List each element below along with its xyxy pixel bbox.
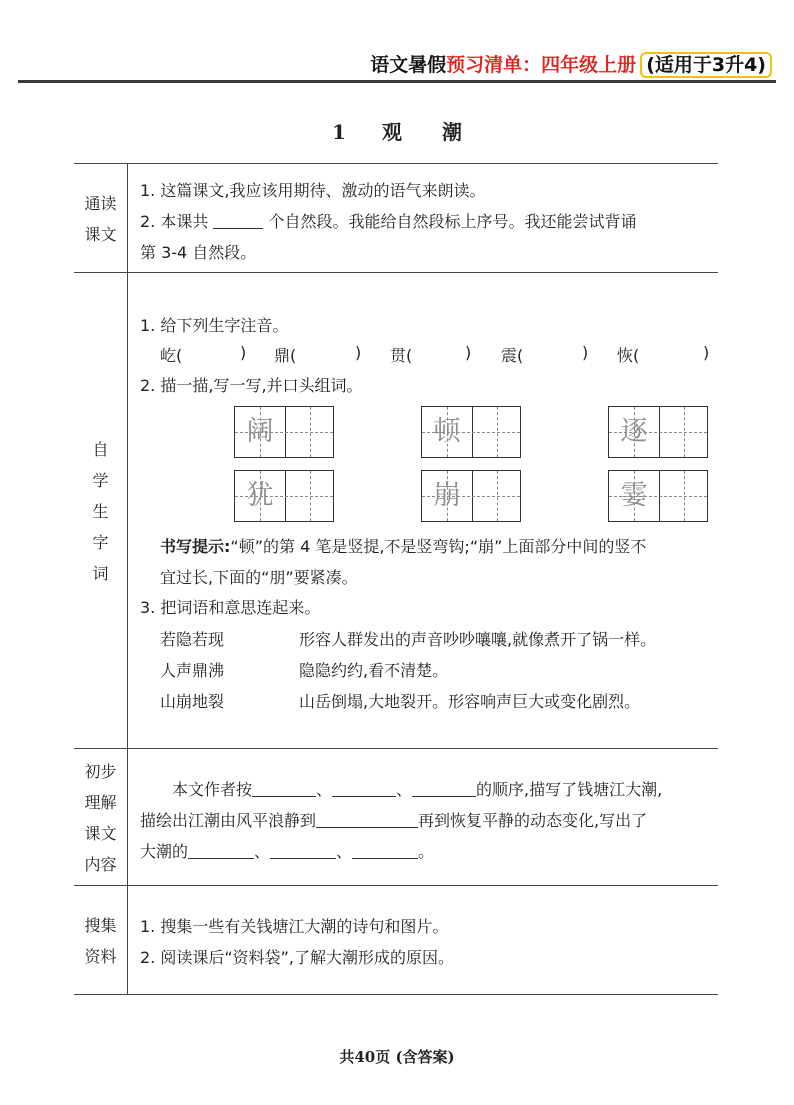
section-label: 搜集 资料 xyxy=(74,886,128,995)
header-rule xyxy=(18,80,776,83)
change-blank[interactable] xyxy=(316,811,418,828)
section-label: 自 学 生 字 词 xyxy=(74,273,128,749)
match-word[interactable]: 山崩地裂 xyxy=(160,692,225,711)
match-word[interactable]: 人声鼎沸 xyxy=(160,661,225,680)
read-item-2: 2. 本课共 个自然段。我能给自然段标上序号。我还能尝试背诵 xyxy=(140,212,637,231)
writing-tip: 书写提示:“顿”的第 4 笔是竖提,不是竖弯钩;“崩”上面部分中间的竖不 xyxy=(160,537,647,556)
match-meaning[interactable]: 隐隐约约,看不清楚。 xyxy=(299,661,449,680)
table-bottom-rule xyxy=(74,994,718,995)
section-self-study xyxy=(74,272,718,749)
page-header xyxy=(370,50,772,77)
trace-char: 霎 xyxy=(620,480,648,511)
header-part1: 语文暑假 xyxy=(370,54,447,76)
match-meaning[interactable]: 山岳倒塌,大地裂开。形容响声巨大或变化剧烈。 xyxy=(299,692,641,711)
title-char1: 观 xyxy=(381,120,402,144)
char-grid[interactable] xyxy=(608,406,708,458)
section-label: 通读 课文 xyxy=(74,164,128,273)
title-char2: 潮 xyxy=(441,120,462,144)
char-grid[interactable] xyxy=(608,470,708,522)
section-collect-info xyxy=(74,885,718,995)
collect-item-1: 1. 搜集一些有关钱塘江大潮的诗句和图片。 xyxy=(140,917,449,936)
trace-char: 阔 xyxy=(246,416,274,447)
char-grid[interactable] xyxy=(421,406,521,458)
char-grid[interactable] xyxy=(421,470,521,522)
lesson-title xyxy=(0,116,794,145)
feature-blank-2[interactable] xyxy=(270,842,336,859)
read-item-2-cont: 第 3-4 自然段。 xyxy=(140,243,257,262)
pinyin-question: 1. 给下列生字注音。 xyxy=(140,316,289,335)
summary-line-3: 大潮的 、 、 。 xyxy=(140,842,435,861)
char-grid[interactable] xyxy=(234,406,334,458)
writing-tip-cont: 宜过长,下面的“朋”要紧凑。 xyxy=(160,568,358,587)
pinyin-row: 屹( ) 鼎( ) 贯( ) 震( ) 恢( ) xyxy=(160,343,710,365)
section-read-text xyxy=(74,163,718,273)
order-blank-2[interactable] xyxy=(332,780,396,797)
header-part2: 预习清单：四年级上册 xyxy=(446,54,637,76)
page-footer: 共40页 (含答案) xyxy=(339,1048,455,1066)
read-item-1: 1. 这篇课文,我应该用期待、激动的语气来朗读。 xyxy=(140,181,486,200)
title-number: 1 xyxy=(332,120,346,144)
matching-question: 3. 把词语和意思连起来。 xyxy=(140,598,321,617)
trace-char: 崩 xyxy=(433,480,461,511)
feature-blank-1[interactable] xyxy=(188,842,254,859)
trace-char: 顿 xyxy=(433,416,461,447)
writing-question: 2. 描一描,写一写,并口头组词。 xyxy=(140,376,363,395)
trace-char: 犹 xyxy=(246,480,274,511)
section-understand xyxy=(74,748,718,886)
collect-item-2: 2. 阅读课后“资料袋”,了解大潮形成的原因。 xyxy=(140,948,455,967)
summary-line-1: 本文作者按 、 、 的顺序,描写了钱塘江大潮, xyxy=(172,780,663,799)
match-meaning[interactable]: 形容人群发出的声音吵吵嚷嚷,就像煮开了锅一样。 xyxy=(299,630,657,649)
header-tag: (适用于3升4) xyxy=(640,52,772,78)
char-grid[interactable] xyxy=(234,470,334,522)
trace-char: 逐 xyxy=(620,416,648,447)
feature-blank-3[interactable] xyxy=(352,842,418,859)
summary-line-2: 描绘出江潮由风平浪静到 再到恢复平静的动态变化,写出了 xyxy=(140,811,648,830)
order-blank-1[interactable] xyxy=(252,780,316,797)
section-label: 初步 理解 课文 内容 xyxy=(74,749,128,886)
paragraph-count-blank[interactable] xyxy=(213,212,263,229)
match-word[interactable]: 若隐若现 xyxy=(160,630,225,649)
order-blank-3[interactable] xyxy=(412,780,476,797)
